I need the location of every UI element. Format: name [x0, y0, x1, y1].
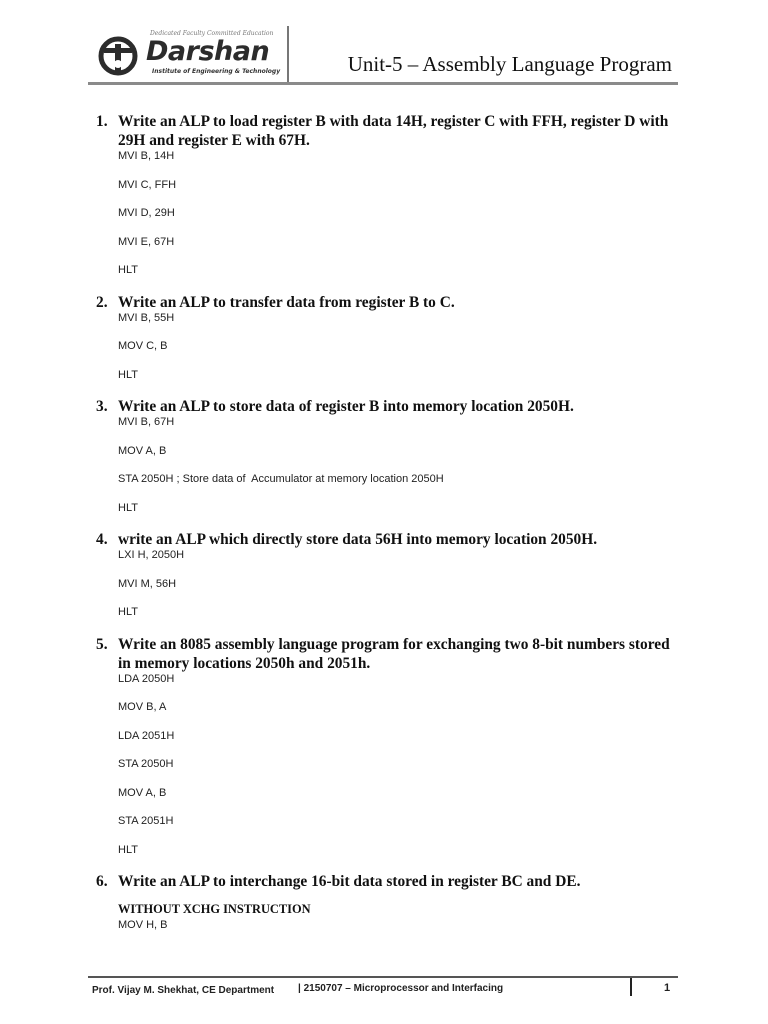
code-block [118, 312, 680, 382]
question-text: Write an ALP to interchange 16-bit data stored in register BC and DE. [118, 873, 581, 890]
question-heading [96, 397, 680, 416]
question-heading [96, 293, 680, 312]
code-line: MOV A, B [118, 444, 167, 457]
question-heading [96, 872, 680, 891]
code-line: MVI C, FFH [118, 178, 177, 191]
header-divider [287, 26, 289, 82]
darshan-emblem-icon [96, 34, 140, 78]
question-2 [96, 293, 680, 382]
footer-rule [88, 976, 678, 978]
code-line: MVI E, 67H [118, 235, 175, 248]
question-5 [96, 635, 680, 857]
footer-course: | 2150707 – Microprocessor and Interfacing [298, 983, 504, 994]
question-6 [96, 872, 680, 932]
code-block [118, 549, 680, 619]
code-line: HLT [118, 843, 138, 856]
code-line: MOV C, B [118, 340, 168, 352]
question-subheading: WITHOUT XCHG INSTRUCTION [118, 902, 311, 916]
question-text: Write an 8085 assembly language program for exchanging two 8-bit numbers stored in memory locations 2050h and 2051h. [118, 635, 670, 672]
question-heading [96, 112, 680, 150]
code-line: LDA 2050H [118, 672, 175, 685]
question-text: write an ALP which directly store data 56H into memory location 2050H. [118, 531, 598, 548]
footer-author: Prof. Vijay M. Shekhat, CE Department [92, 985, 275, 996]
question-text: Write an ALP to transfer data from register B to C. [118, 293, 455, 311]
code-line: MVI B, 55H [118, 311, 175, 324]
logo-wordmark: Darshan [146, 36, 270, 67]
page-title: Unit-5 – Assembly Language Program [347, 52, 672, 76]
logo-tagline: Dedicated Faculty Committed Education [150, 30, 274, 37]
code-line: HLT [118, 264, 138, 276]
question-number: 3. [96, 398, 108, 415]
darshan-logo [96, 28, 286, 82]
question-text: Write an ALP to load register B with data 14H, register C with FFH, register D with 29H and register E with 67H. [118, 113, 669, 149]
footer-divider [630, 978, 632, 996]
code-block [118, 150, 680, 277]
question-number: 4. [96, 531, 108, 548]
code-line: HLT [118, 606, 138, 618]
code-line: MVI M, 56H [118, 577, 177, 590]
code-line: MVI B, 14H [118, 150, 175, 162]
question-number: 1. [96, 113, 108, 130]
page-number: 1 [664, 982, 671, 994]
question-heading [96, 635, 680, 673]
logo-subtitle: Institute of Engineering & Technology [152, 68, 281, 75]
question-number: 6. [96, 873, 108, 890]
question-number: 5. [96, 635, 108, 653]
code-block [118, 416, 680, 515]
code-block [118, 919, 680, 932]
code-line: STA 2050H ; Store data of Accumulator at memory location 2050H [118, 473, 444, 485]
question-heading [96, 530, 680, 549]
code-line: MOV A, B [118, 786, 167, 799]
code-line: MOV H, B [118, 919, 168, 931]
header-rule [88, 82, 678, 85]
code-line: MOV B, A [118, 701, 167, 713]
code-block [118, 673, 680, 857]
question-4 [96, 530, 680, 619]
question-1 [96, 112, 680, 277]
code-line: LXI H, 2050H [118, 549, 185, 561]
code-line: HLT [118, 368, 138, 381]
question-3 [96, 397, 680, 515]
question-list [96, 112, 680, 948]
question-text: Write an ALP to store data of register B into memory location 2050H. [118, 398, 574, 415]
page-header [0, 0, 768, 90]
code-line: STA 2050H [118, 758, 174, 770]
code-line: MVI D, 29H [118, 207, 175, 219]
code-line: HLT [118, 501, 138, 514]
code-line: LDA 2051H [118, 729, 175, 742]
code-line: STA 2051H [118, 815, 174, 827]
code-line: MVI B, 67H [118, 416, 175, 428]
question-number: 2. [96, 293, 108, 311]
